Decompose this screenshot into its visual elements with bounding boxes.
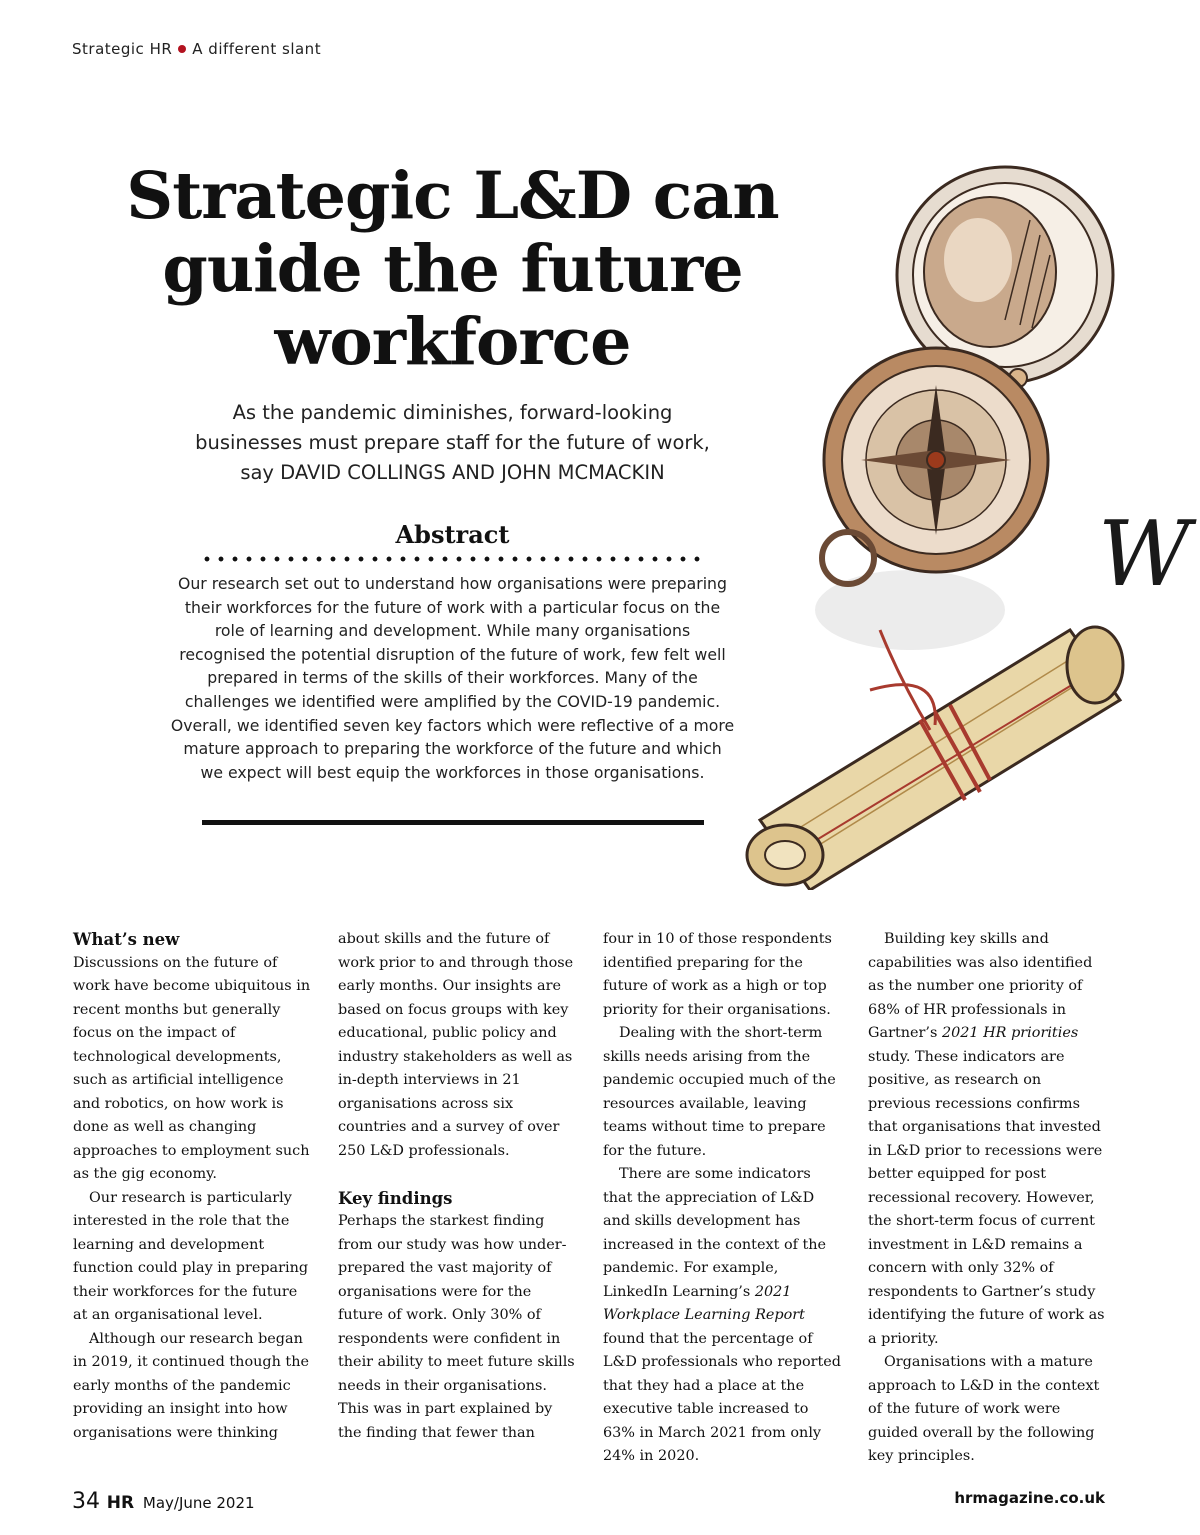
body-paragraph: [603, 1163, 843, 1469]
section-heading: Key findings: [338, 1188, 453, 1208]
magazine-name: HR: [106, 1493, 135, 1513]
standfirst: [150, 398, 755, 488]
report-title: 2021 Workplace Learning Report: [603, 1283, 805, 1323]
abstract-rule: [202, 820, 704, 825]
kicker-section: Strategic HR: [72, 40, 173, 58]
body-paragraph: Perhaps the starkest finding from our study was how under-prepared the vast majority of organisations were for the future of work. Only 30% of respondents were confident in their ability to meet future skills needs in their organisations. This was in part explained by the finding that fewer than: [338, 1213, 575, 1441]
body-column-2: [338, 928, 578, 1445]
body-paragraph: about skills and the future of work prior to and through those early months. Our insights are based on focus groups with key educational, public policy and industry stakeholders as well as in-depth interviews in 21 organisations across six countries and a survey of over 250 L&D professionals.: [338, 931, 574, 1159]
dotted-divider: [200, 556, 705, 562]
abstract-text: Our research set out to understand how organisations were preparing their workforces for the future of work with a particular focus on the role of learning and development. While many organisations recognised the potential disruption of the future of work, few felt well prepared in terms of the skills of their workforces. Many of the challenges we identified were amplified by the COVID-19 pandemic. Overall, we identified seven key factors which were reflective of a more mature approach to preparing the workforce of the future and which we expect will best equip the workforces in those organisations.: [170, 574, 735, 782]
page-footer: [72, 1489, 255, 1514]
body-paragraph: Our research is particularly interested in the role that the learning and development function could play in preparing their workforces for the future at an organisational level.: [73, 1189, 309, 1323]
section-spacer: [338, 1163, 578, 1187]
body-paragraph: Although our research began in 2019, it continued though the early months of the pandemic providing an insight into how organisations were thinking: [73, 1330, 309, 1441]
body-paragraph: Dealing with the short-term skills needs arising from the pandemic occupied much of the resources available, leaving teams without time to prepare for the future.: [603, 1025, 836, 1159]
body-column-1: [73, 928, 313, 1445]
issue-date: May/June 2021: [142, 1494, 255, 1512]
body-paragraph: [868, 928, 1108, 1351]
standfirst-line: businesses must prepare staff for the future of work,: [195, 431, 710, 454]
section-heading: What’s new: [73, 930, 180, 949]
compass-icon: [815, 167, 1113, 650]
standfirst-byline: say DAVID COLLINGS AND JOHN MCMACKIN: [240, 461, 665, 484]
illustration: [740, 160, 1200, 890]
body-paragraph: Discussions on the future of work have become ubiquitous in recent months but generally focus on the impact of technological developments, such as artificial intelligence and robotics, on how work is done as well as changing approaches to employment such as the gig economy.: [73, 954, 311, 1182]
study-title: 2021 HR priorities: [941, 1025, 1079, 1041]
body-text: found that the percentage of L&D professionals who reported that they had a place at the executive table increased to 63% in March 2021 from only 24% in 2020.: [603, 1330, 842, 1464]
body-text: Building key skills and capabilities was also identified as the number one priority of 68% of HR professionals in Gartner’s: [868, 931, 1093, 1041]
body-text: study. These indicators are positive, as research on previous recessions confirms that organisations that invested in L&D prior to recessions were better equipped for post recessional recovery. However, the short-term focus of current investment in L&D remains a concern with only 32% of respondents to Gartner’s study identifying the future of work as a priority.: [868, 1048, 1105, 1347]
scroll-icon: [747, 627, 1123, 890]
page-number: 34: [72, 1489, 100, 1514]
section-kicker: [72, 40, 321, 58]
article-headline: Strategic L&D can guide the future workforce: [126, 158, 779, 380]
standfirst-line: As the pandemic diminishes, forward-looking: [232, 401, 673, 424]
abstract-heading: Abstract: [395, 520, 510, 549]
body-paragraph: Organisations with a mature approach to L&D in the context of the future of work were guided overall by the following key principles.: [868, 1354, 1100, 1464]
kicker-subsection: A different slant: [192, 40, 322, 58]
body-text: There are some indicators that the appreciation of L&D and skills development has increased in the context of the pandemic. For example, LinkedIn Learning’s: [603, 1166, 827, 1300]
body-column-4: [868, 928, 1108, 1469]
bullet-dot-icon: [178, 45, 186, 53]
decorative-letter: W: [1098, 502, 1191, 607]
website-link[interactable]: hrmagazine.co.uk: [954, 1489, 1105, 1507]
body-paragraph: four in 10 of those respondents identified preparing for the future of work as a high or top priority for their organisations.: [603, 931, 832, 1018]
body-column-3: [603, 928, 843, 1469]
